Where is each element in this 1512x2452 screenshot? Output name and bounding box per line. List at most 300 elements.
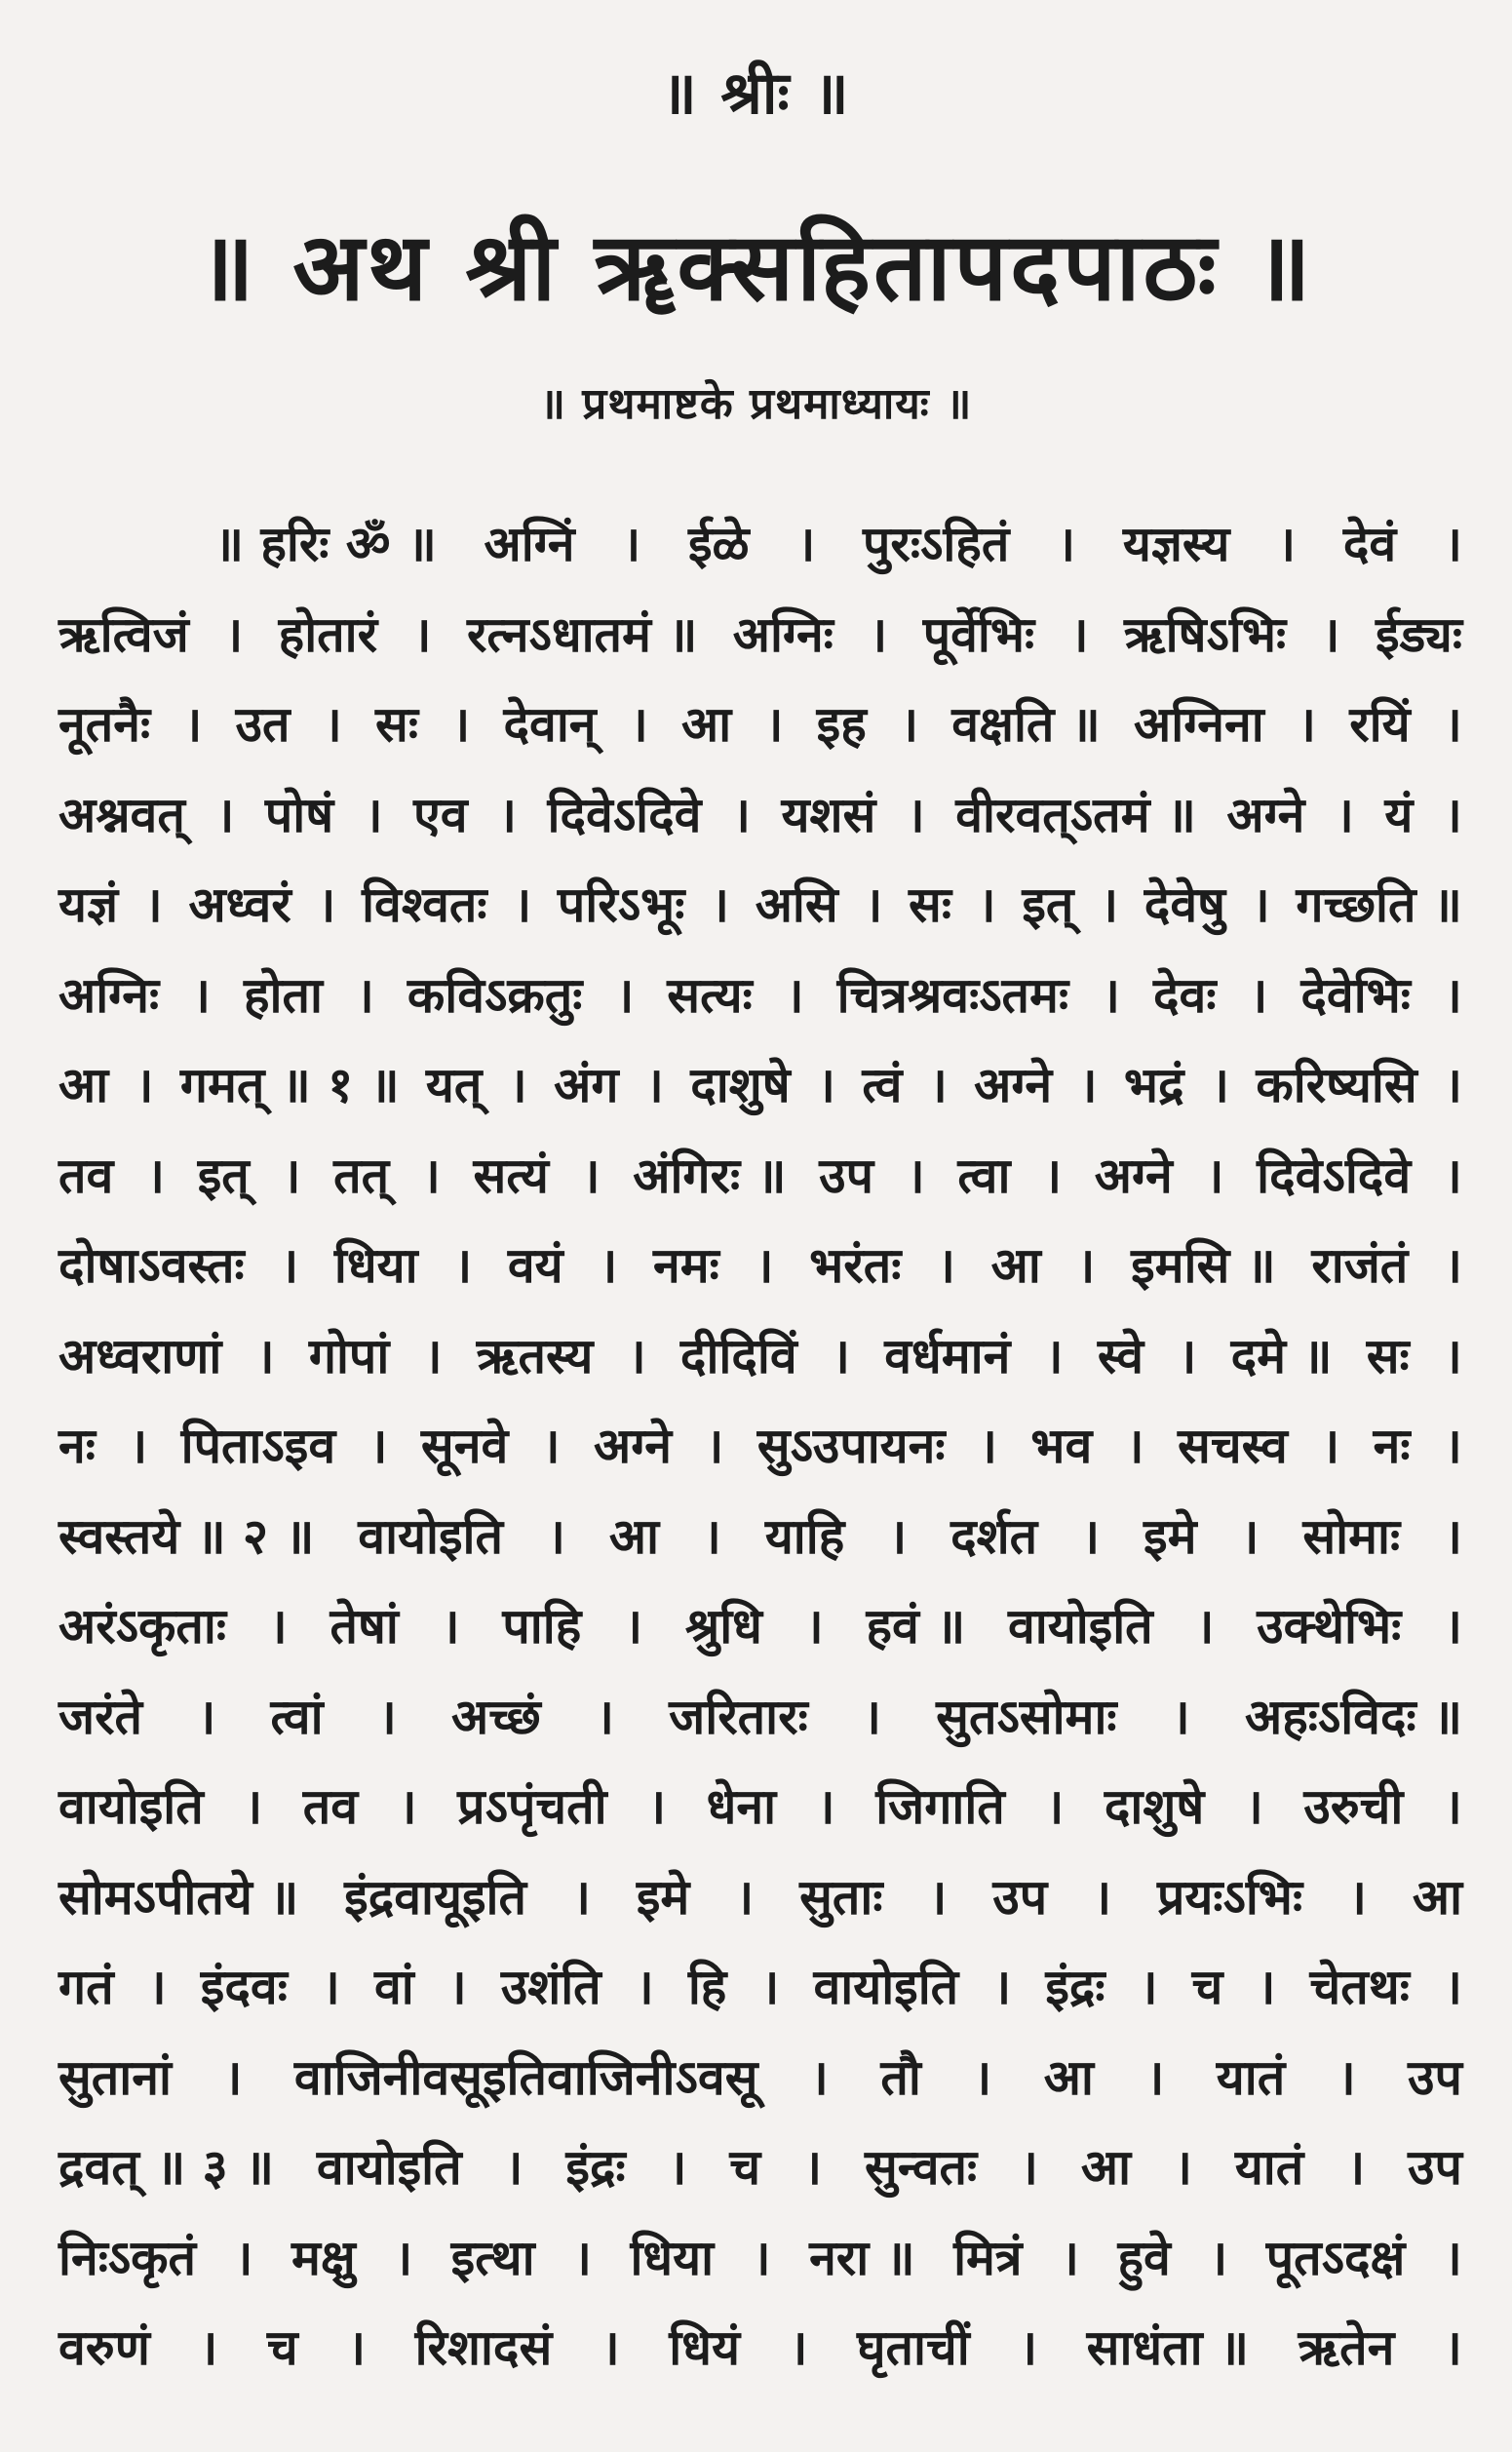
danda-separator: । — [1211, 1056, 1229, 1114]
danda-separator: । — [1078, 1056, 1098, 1114]
pada-word: सोमऽपीतये ॥ — [58, 1867, 299, 1926]
pada-word: रत्नऽधातमं ॥ — [466, 604, 698, 663]
danda-separator: । — [255, 1326, 275, 1384]
pada-word: इत्था — [450, 2228, 535, 2286]
pada-word: अग्निः — [58, 965, 160, 1024]
pada-word: नूतनैः — [58, 695, 151, 754]
danda-separator: । — [644, 1056, 664, 1114]
danda-separator: । — [1249, 965, 1268, 1024]
pada-word: इह — [816, 695, 867, 754]
pada-word: च — [729, 2138, 761, 2197]
danda-separator: । — [809, 2047, 829, 2106]
danda-separator: । — [1346, 2138, 1366, 2197]
pada-word: उरुची — [1303, 1777, 1404, 1836]
pada-word: आ — [1412, 1867, 1462, 1926]
pada-word: दाशुषे — [1104, 1777, 1205, 1836]
pada-word: परिऽभूः — [557, 876, 685, 934]
pada-word: वीरवत्ऽतमं ॥ — [955, 785, 1196, 843]
pada-word: धिया — [333, 1236, 418, 1295]
danda-separator: । — [936, 1236, 955, 1295]
danda-separator: । — [192, 965, 211, 1024]
pada-word: आ — [1080, 2138, 1132, 2197]
danda-separator: । — [377, 1687, 397, 1745]
pada-word: इंदवः — [200, 1958, 288, 2016]
danda-separator: । — [622, 515, 641, 573]
danda-separator: । — [906, 1146, 925, 1204]
pada-word: सः — [909, 876, 951, 934]
danda-separator: । — [1321, 1417, 1340, 1475]
danda-separator: । — [1044, 1326, 1064, 1384]
pada-word: हुवे — [1117, 2228, 1171, 2286]
text-line — [58, 1399, 1462, 1490]
pada-word: दोषाऽवस्तः — [58, 1236, 245, 1295]
text-line — [58, 1760, 1462, 1850]
pada-word: गतं — [58, 1958, 114, 2016]
danda-separator: । — [735, 1867, 755, 1926]
danda-separator: । — [441, 1597, 460, 1655]
pada-word: ॥ हरिः ॐ ॥ — [214, 515, 437, 573]
danda-separator: । — [973, 2047, 992, 2106]
pada-word: सुतऽसोमाः — [936, 1687, 1117, 1745]
pada-word: असि — [755, 876, 838, 934]
pada-word: सत्यं — [473, 1146, 549, 1204]
pada-word: सुऽउपायनः — [756, 1417, 946, 1475]
pada-word: सचस्व — [1178, 1417, 1288, 1475]
danda-separator: । — [595, 1687, 614, 1745]
pada-word: घृताचीं — [856, 2318, 970, 2377]
pada-word: विश्वतः — [362, 876, 487, 934]
verse-text-body — [58, 497, 1462, 2392]
pada-word: अग्ने — [1094, 1146, 1173, 1204]
danda-separator: । — [1076, 1236, 1096, 1295]
danda-separator: । — [760, 1958, 780, 2016]
danda-separator: । — [900, 695, 919, 754]
pada-word: हवं ॥ — [866, 1597, 966, 1655]
pada-word: निःऽकृतं — [58, 2228, 197, 2286]
text-line — [58, 588, 1462, 679]
pada-word: सुन्वतः — [864, 2138, 978, 2197]
pada-word: जिगाति — [875, 1777, 1005, 1836]
danda-separator: । — [317, 876, 336, 934]
pada-word: अध्वरं — [188, 876, 291, 934]
pada-word: च — [266, 2318, 298, 2377]
pada-word: अहःऽविदः ॥ — [1245, 1687, 1462, 1745]
pada-word: सत्यः — [667, 965, 753, 1024]
danda-separator: । — [215, 785, 235, 843]
pada-word: यं — [1384, 785, 1414, 843]
danda-separator: । — [1100, 876, 1119, 934]
pada-word: त्वा — [957, 1146, 1011, 1204]
pada-word: इमसि ॥ — [1131, 1236, 1276, 1295]
danda-separator: । — [244, 1777, 263, 1836]
danda-separator: । — [906, 785, 925, 843]
danda-separator: । — [1444, 1597, 1462, 1655]
danda-separator: । — [1443, 695, 1462, 754]
danda-separator: । — [977, 876, 996, 934]
danda-separator: । — [1443, 1146, 1462, 1204]
pada-word: ऋत्विजं — [58, 604, 189, 663]
pada-word: इत् — [1022, 876, 1074, 934]
pada-word: सूनवे — [420, 1417, 509, 1475]
danda-separator: । — [752, 2228, 771, 2286]
pada-word: अंगिरः ॥ — [633, 1146, 787, 1204]
danda-separator: । — [785, 965, 804, 1024]
pada-word: पूर्वेभिः — [922, 604, 1035, 663]
danda-separator: । — [1337, 2047, 1356, 2106]
danda-separator: । — [581, 1146, 601, 1204]
danda-separator: । — [146, 1146, 165, 1204]
danda-separator: । — [1019, 2318, 1038, 2377]
pada-word: यातं — [1234, 2138, 1304, 2197]
danda-separator: । — [1257, 1958, 1276, 2016]
danda-separator: । — [147, 1958, 167, 2016]
pada-word: चेतथः — [1309, 1958, 1410, 2016]
danda-separator: । — [869, 604, 888, 663]
pada-word: ऋतेन — [1298, 2318, 1395, 2377]
pada-word: यत् — [425, 1056, 483, 1114]
pada-word: वायोइति — [1007, 1597, 1153, 1655]
danda-separator: । — [702, 1506, 721, 1565]
danda-separator: । — [412, 604, 432, 663]
danda-separator: । — [599, 1236, 618, 1295]
pada-word: भरंतः — [809, 1236, 902, 1295]
pada-word: गोपां — [308, 1326, 390, 1384]
pada-word: गच्छति ॥ — [1296, 876, 1462, 934]
pada-word: ईळे — [687, 515, 750, 573]
pada-word: मित्रं — [953, 2228, 1023, 2286]
pada-word: उप — [1408, 2138, 1462, 2197]
danda-separator: । — [447, 1958, 467, 2016]
danda-separator: । — [541, 1417, 561, 1475]
pada-word: जरितारः — [669, 1687, 808, 1745]
pada-word: रयिं — [1349, 695, 1411, 754]
pada-word: याहि — [764, 1506, 845, 1565]
pada-word: तव — [58, 1146, 114, 1204]
pada-word: आ — [1043, 2047, 1094, 2106]
danda-separator: । — [624, 1597, 643, 1655]
danda-separator: । — [394, 2228, 413, 2286]
pada-word: यज्ञस्य — [1122, 515, 1230, 573]
danda-separator: । — [1335, 785, 1354, 843]
pada-word: पूतऽदक्षं — [1265, 2228, 1406, 2286]
danda-separator: । — [199, 2318, 218, 2377]
pada-word: अध्वराणां — [58, 1326, 222, 1384]
pada-word: श्रुधि — [684, 1597, 762, 1655]
text-line — [58, 768, 1462, 859]
pada-word: इमे — [636, 1867, 690, 1926]
danda-separator: । — [1297, 695, 1316, 754]
danda-separator: । — [1443, 515, 1462, 573]
pada-word: पिताऽइव — [180, 1417, 336, 1475]
pada-word: अरंऽकृताः — [58, 1597, 226, 1655]
text-line — [58, 1940, 1462, 2031]
pada-word: अग्निना — [1134, 695, 1264, 754]
text-line — [58, 497, 1462, 588]
danda-separator: । — [143, 876, 163, 934]
danda-separator: । — [498, 785, 517, 843]
danda-separator: । — [711, 876, 729, 934]
danda-separator: । — [928, 1056, 948, 1114]
danda-separator: । — [129, 1417, 148, 1475]
danda-separator: । — [796, 515, 816, 573]
pada-word: यशसं — [781, 785, 876, 843]
pada-word: देवेषु — [1144, 876, 1226, 934]
pada-word: देवः — [1152, 965, 1217, 1024]
pada-word: भद्रं — [1123, 1056, 1184, 1114]
pada-word: प्रऽपृंचती — [457, 1777, 607, 1836]
pada-word: कविऽक्रतुः — [407, 965, 583, 1024]
danda-separator: । — [546, 1506, 565, 1565]
danda-separator: । — [1443, 2318, 1462, 2377]
pada-word: त्वं — [862, 1056, 903, 1114]
pada-word: प्रयःऽभिः — [1156, 1867, 1303, 1926]
danda-separator: । — [323, 695, 342, 754]
danda-separator: । — [864, 876, 883, 934]
invocation-heading: ॥ श्रीः ॥ — [661, 59, 851, 128]
pada-word: इत् — [197, 1146, 250, 1204]
text-line — [58, 2211, 1462, 2302]
danda-separator: । — [355, 965, 374, 1024]
pada-word: सोमाः — [1302, 1506, 1401, 1565]
pada-word: देवं — [1342, 515, 1397, 573]
pada-word: चित्रश्रवःऽतमः — [836, 965, 1069, 1024]
danda-separator: । — [321, 1958, 340, 2016]
danda-separator: । — [1020, 2138, 1038, 2197]
pada-word: गमत् ॥ १ ॥ — [179, 1056, 400, 1114]
danda-separator: । — [513, 876, 532, 934]
text-line — [58, 949, 1462, 1039]
danda-separator: । — [789, 2318, 808, 2377]
pada-word: साधंता ॥ — [1086, 2318, 1249, 2377]
pada-word: धेना — [706, 1777, 777, 1836]
danda-separator: । — [573, 2228, 592, 2286]
danda-separator: । — [1195, 1597, 1215, 1655]
pada-word: दमे ॥ — [1230, 1326, 1333, 1384]
pada-word: वरुणं — [58, 2318, 150, 2377]
pada-word: यज्ञं — [58, 876, 119, 934]
pada-word: सुताः — [799, 1867, 883, 1926]
danda-separator: । — [268, 1597, 288, 1655]
pada-word: उत — [235, 695, 291, 754]
danda-separator: । — [817, 1056, 835, 1114]
pada-word: जरंते — [58, 1687, 143, 1745]
pada-word: तेषां — [330, 1597, 399, 1655]
danda-separator: । — [1139, 1958, 1158, 2016]
danda-separator: । — [280, 1236, 299, 1295]
danda-separator: । — [831, 1326, 850, 1384]
danda-separator: । — [282, 1146, 301, 1204]
pada-word: नः — [1373, 1417, 1411, 1475]
pada-word: दिवेऽदिवे — [1257, 1146, 1412, 1204]
danda-separator: । — [1102, 965, 1120, 1024]
pada-word: दर्शत — [950, 1506, 1038, 1565]
pada-word: अश्नवत् — [58, 785, 185, 843]
danda-separator: । — [368, 1417, 388, 1475]
danda-separator: । — [453, 1236, 473, 1295]
danda-separator: । — [862, 1687, 881, 1745]
pada-word: स्वस्तये ॥ २ ॥ — [58, 1506, 315, 1565]
pada-word: आ — [608, 1506, 659, 1565]
danda-separator: । — [1061, 2228, 1079, 2286]
pada-word: ऋतस्य — [476, 1326, 594, 1384]
pada-word: रिशादसं — [414, 2318, 553, 2377]
pada-word: एव — [413, 785, 468, 843]
danda-separator: । — [1443, 1958, 1462, 2016]
pada-word: दिवेऽदिवे — [547, 785, 702, 843]
danda-separator: । — [197, 1687, 216, 1745]
pada-word: दाशुषे — [690, 1056, 791, 1114]
pada-word: तौ — [880, 2047, 921, 2106]
danda-separator: । — [755, 1236, 774, 1295]
danda-separator: । — [705, 1417, 724, 1475]
pada-word: उप — [819, 1146, 873, 1204]
danda-separator: । — [1209, 2228, 1228, 2286]
pada-word: उशंति — [500, 1958, 601, 2016]
danda-separator: । — [888, 1506, 908, 1565]
pada-word: यातं — [1216, 2047, 1286, 2106]
danda-separator: । — [764, 695, 784, 754]
danda-separator: । — [1171, 1687, 1190, 1745]
pada-word: इमे — [1144, 1506, 1197, 1565]
danda-separator: । — [1444, 1236, 1462, 1295]
danda-separator: । — [1444, 1506, 1462, 1565]
pada-word: ईड्यः — [1375, 604, 1462, 663]
danda-separator: । — [668, 2138, 687, 2197]
danda-separator: । — [992, 1958, 1012, 2016]
text-line — [58, 1219, 1462, 1309]
danda-separator: । — [1173, 2138, 1192, 2197]
text-line — [58, 2121, 1462, 2211]
pada-word: वायोइति — [58, 1777, 204, 1836]
pada-word: च — [1191, 1958, 1223, 2016]
pada-word: वयं — [507, 1236, 563, 1295]
pada-word: पाहि — [502, 1597, 582, 1655]
pada-word: तव — [302, 1777, 359, 1836]
danda-separator: । — [183, 695, 203, 754]
pada-word: नरा ॥ — [809, 2228, 915, 2286]
text-line — [58, 858, 1462, 949]
pada-word: करिष्यसि — [1256, 1056, 1417, 1114]
danda-separator: । — [1321, 604, 1340, 663]
pada-word: वां — [373, 1958, 414, 2016]
danda-separator: । — [234, 2228, 253, 2286]
pada-word: मक्षु — [291, 2228, 356, 2286]
danda-separator: । — [423, 1326, 443, 1384]
pada-word: इंद्रवायूइति — [344, 1867, 527, 1926]
danda-separator: । — [803, 2138, 823, 2197]
danda-separator: । — [647, 1777, 667, 1836]
danda-separator: । — [364, 785, 383, 843]
danda-separator: । — [804, 1597, 824, 1655]
danda-separator: । — [224, 604, 244, 663]
page-title: ॥ अथ श्री ॠक्सहितापदपाठः ॥ — [198, 212, 1314, 322]
pada-word: अग्निः — [732, 604, 834, 663]
text-line — [58, 678, 1462, 768]
danda-separator: । — [1251, 876, 1270, 934]
pada-word: द्रवत् ॥ ३ ॥ — [58, 2138, 274, 2197]
danda-separator: । — [1093, 1867, 1112, 1926]
danda-separator: । — [627, 1326, 646, 1384]
danda-separator: । — [508, 1056, 527, 1114]
pada-word: उप — [1408, 2047, 1462, 2106]
danda-separator: । — [978, 1417, 997, 1475]
pada-word: अग्ने — [974, 1056, 1053, 1114]
pada-word: अग्निं — [484, 515, 575, 573]
pada-word: देवेभिः — [1300, 965, 1411, 1024]
pada-word: धियं — [669, 2318, 740, 2377]
pada-word: उप — [992, 1867, 1048, 1926]
danda-separator: । — [928, 1867, 948, 1926]
pada-word: पोषं — [264, 785, 334, 843]
pada-word: उक्थेभिः — [1257, 1597, 1402, 1655]
danda-separator: । — [635, 1958, 654, 2016]
danda-separator: । — [816, 1777, 835, 1836]
pada-word: नमः — [653, 1236, 719, 1295]
danda-separator: । — [1348, 1867, 1367, 1926]
danda-separator: । — [601, 2318, 620, 2377]
text-line — [58, 1579, 1462, 1670]
pada-word: वायोइति — [813, 1958, 959, 2016]
danda-separator: । — [1444, 1056, 1462, 1114]
danda-separator: । — [1178, 1326, 1197, 1384]
pada-word: अच्छं — [451, 1687, 541, 1745]
pada-word: होतारं — [278, 604, 378, 663]
pada-word: हि — [687, 1958, 727, 2016]
danda-separator: । — [421, 1146, 441, 1204]
danda-separator: । — [451, 695, 471, 754]
danda-separator: । — [1443, 965, 1462, 1024]
pada-word: सः — [1366, 1326, 1410, 1384]
text-line — [58, 2301, 1462, 2392]
danda-separator: । — [1081, 1506, 1101, 1565]
danda-separator: । — [1443, 1777, 1462, 1836]
text-line — [58, 1850, 1462, 1941]
danda-separator: । — [1125, 1417, 1144, 1475]
pada-word: सः — [375, 695, 418, 754]
pada-word: वर्धमानं — [884, 1326, 1011, 1384]
danda-separator: । — [1443, 785, 1462, 843]
pada-word: वायोइति — [316, 2138, 462, 2197]
danda-separator: । — [1443, 1326, 1462, 1384]
danda-separator: । — [1240, 1506, 1260, 1565]
pada-word: ऋषिऽभिः — [1124, 604, 1287, 663]
pada-word: इंद्रः — [1045, 1958, 1105, 2016]
pada-word: इंद्रः — [565, 2138, 626, 2197]
danda-separator: । — [1277, 515, 1297, 573]
pada-word: नः — [58, 1417, 96, 1475]
pada-word: अग्ने — [1226, 785, 1305, 843]
pada-word: स्वे — [1097, 1326, 1144, 1384]
danda-separator: । — [731, 785, 751, 843]
danda-separator: । — [571, 1867, 591, 1926]
danda-separator: । — [135, 1056, 154, 1114]
danda-separator: । — [398, 1777, 417, 1836]
pada-word: त्वां — [270, 1687, 324, 1745]
danda-separator: । — [1045, 1777, 1065, 1836]
danda-separator: । — [347, 2318, 367, 2377]
text-line — [58, 2031, 1462, 2121]
chapter-subtitle: ॥ प्रथमाष्टके प्रथमाध्यायः ॥ — [539, 379, 973, 429]
pada-word: होता — [243, 965, 323, 1024]
danda-separator: । — [1145, 2047, 1165, 2106]
danda-separator: । — [1443, 1417, 1462, 1475]
danda-separator: । — [1043, 1146, 1063, 1204]
pada-word: दीदिविं — [679, 1326, 797, 1384]
pada-word: धिया — [630, 2228, 715, 2286]
pada-word: वक्षति ॥ — [951, 695, 1101, 754]
pada-word: देवान् — [503, 695, 597, 754]
danda-separator: । — [629, 695, 648, 754]
